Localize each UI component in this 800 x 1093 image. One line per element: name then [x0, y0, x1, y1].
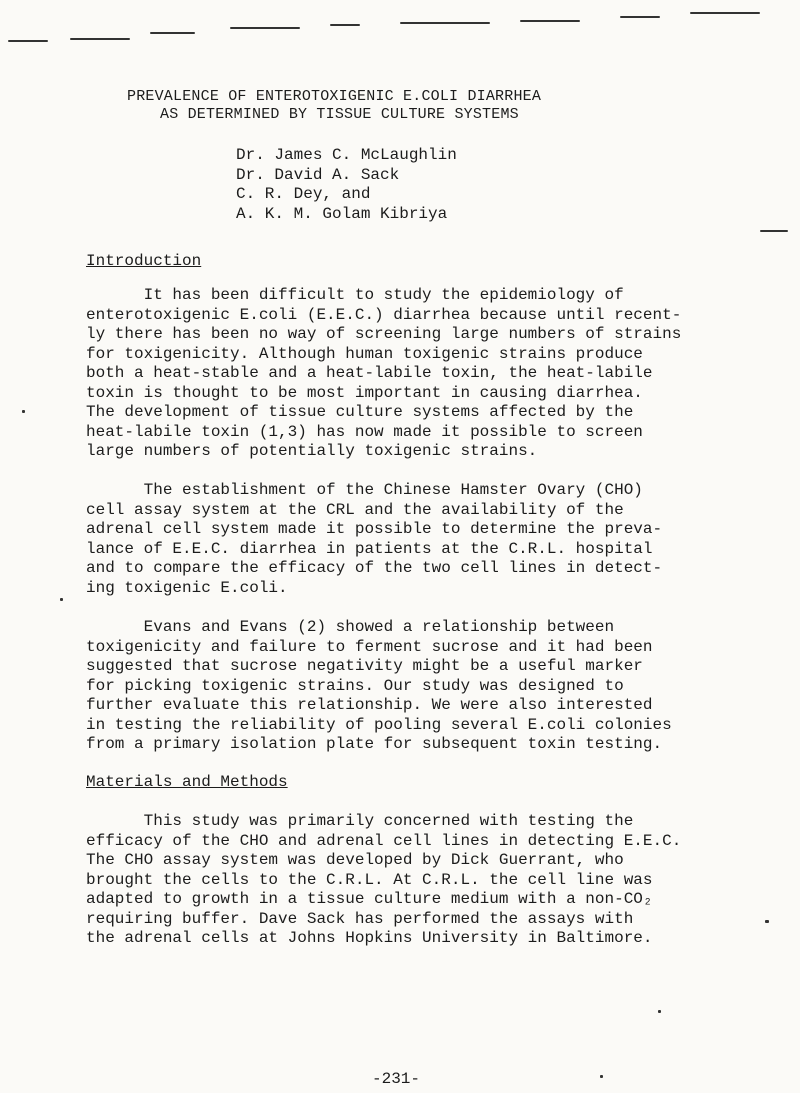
scan-speck — [400, 22, 490, 24]
scan-speck — [600, 1075, 603, 1078]
text-line: It has been difficult to study the epidemiology of — [86, 286, 624, 304]
page-number: -231- — [372, 1070, 421, 1088]
author: C. R. Dey, and — [236, 185, 371, 203]
text-line: heat-labile toxin (1,3) has now made it possible to screen — [86, 422, 643, 441]
paragraph-intro-2 — [86, 481, 776, 598]
text-line: lance of E.E.C. diarrhea in patients at the C.R.L. hospital — [86, 539, 653, 558]
text-line: adrenal cell system made it possible to determine the preva- — [86, 520, 663, 538]
text-line: further evaluate this relationship. We were also interested — [86, 696, 653, 714]
scan-speck — [60, 598, 63, 601]
scan-speck — [330, 24, 360, 26]
text-line: ing toxigenic E.coli. — [86, 578, 288, 597]
text-line: toxigenicity and failure to ferment sucrose and it had been — [86, 637, 653, 656]
author: Dr. David A. Sack — [236, 165, 400, 184]
scan-speck — [520, 20, 580, 22]
text-line: and to compare the efficacy of the two cell lines in detect- — [86, 559, 663, 577]
scan-speck — [150, 32, 195, 34]
scan-speck — [8, 40, 48, 42]
scan-speck — [760, 230, 788, 232]
text-line: This study was primarily concerned with testing the — [86, 812, 634, 830]
text-line: suggested that sucrose negativity might be a useful marker — [86, 657, 643, 675]
text-line: both a heat-stable and a heat-labile toxin, the heat-labile — [86, 364, 653, 382]
text-line: cell assay system at the CRL and the availability of the — [86, 500, 624, 519]
text-line: The development of tissue culture systems affected by the — [86, 403, 634, 421]
scan-speck — [22, 410, 25, 413]
scan-speck — [70, 38, 130, 40]
paragraph-intro-1 — [86, 286, 776, 462]
text-line: Evans and Evans (2) showed a relationship between — [86, 618, 615, 636]
author: A. K. M. Golam Kibriya — [236, 204, 448, 223]
author-list — [236, 146, 457, 224]
text-line: for picking toxigenic strains. Our study was designed to — [86, 676, 624, 695]
text-line: The establishment of the Chinese Hamster Ovary (CHO) — [86, 481, 643, 499]
scan-speck — [690, 12, 760, 14]
text-line: efficacy of the CHO and adrenal cell lines in detecting E.E.C. — [86, 831, 682, 850]
text-line: ly there has been no way of screening large numbers of strains — [86, 325, 682, 343]
title-line-2: AS DETERMINED BY TISSUE CULTURE SYSTEMS — [160, 106, 519, 123]
text-line: toxin is thought to be most important in causing diarrhea. — [86, 383, 643, 402]
text-line: brought the cells to the C.R.L. At C.R.L. the cell line was — [86, 870, 653, 889]
text-line: enterotoxigenic E.coli (E.E.C.) diarrhea because until recent- — [86, 305, 682, 324]
title-line-1: PREVALENCE OF ENTEROTOXIGENIC E.COLI DIARRHEA — [127, 88, 542, 105]
text-line: The CHO assay system was developed by Dick Guerrant, who — [86, 851, 624, 869]
text-line: in testing the reliability of pooling several E.coli colonies — [86, 715, 672, 734]
author: Dr. James C. McLaughlin — [236, 146, 457, 164]
paragraph-intro-3 — [86, 618, 776, 755]
text-line: large numbers of potentially toxigenic strains. — [86, 442, 538, 460]
scan-speck — [230, 27, 300, 29]
text-line: adapted to growth in a tissue culture medium with a non-CO₂ — [86, 890, 653, 908]
scan-speck — [620, 16, 660, 18]
text-line: the adrenal cells at Johns Hopkins University in Baltimore. — [86, 929, 653, 947]
text-line: for toxigenicity. Although human toxigenic strains produce — [86, 344, 643, 363]
text-line: requiring buffer. Dave Sack has performed the assays with — [86, 909, 634, 928]
section-heading-introduction: Introduction — [86, 252, 202, 270]
text-line: from a primary isolation plate for subsequent toxin testing. — [86, 735, 663, 753]
section-heading-methods: Materials and Methods — [86, 773, 288, 791]
scan-speck — [658, 1010, 661, 1013]
paragraph-methods-1 — [86, 812, 776, 949]
